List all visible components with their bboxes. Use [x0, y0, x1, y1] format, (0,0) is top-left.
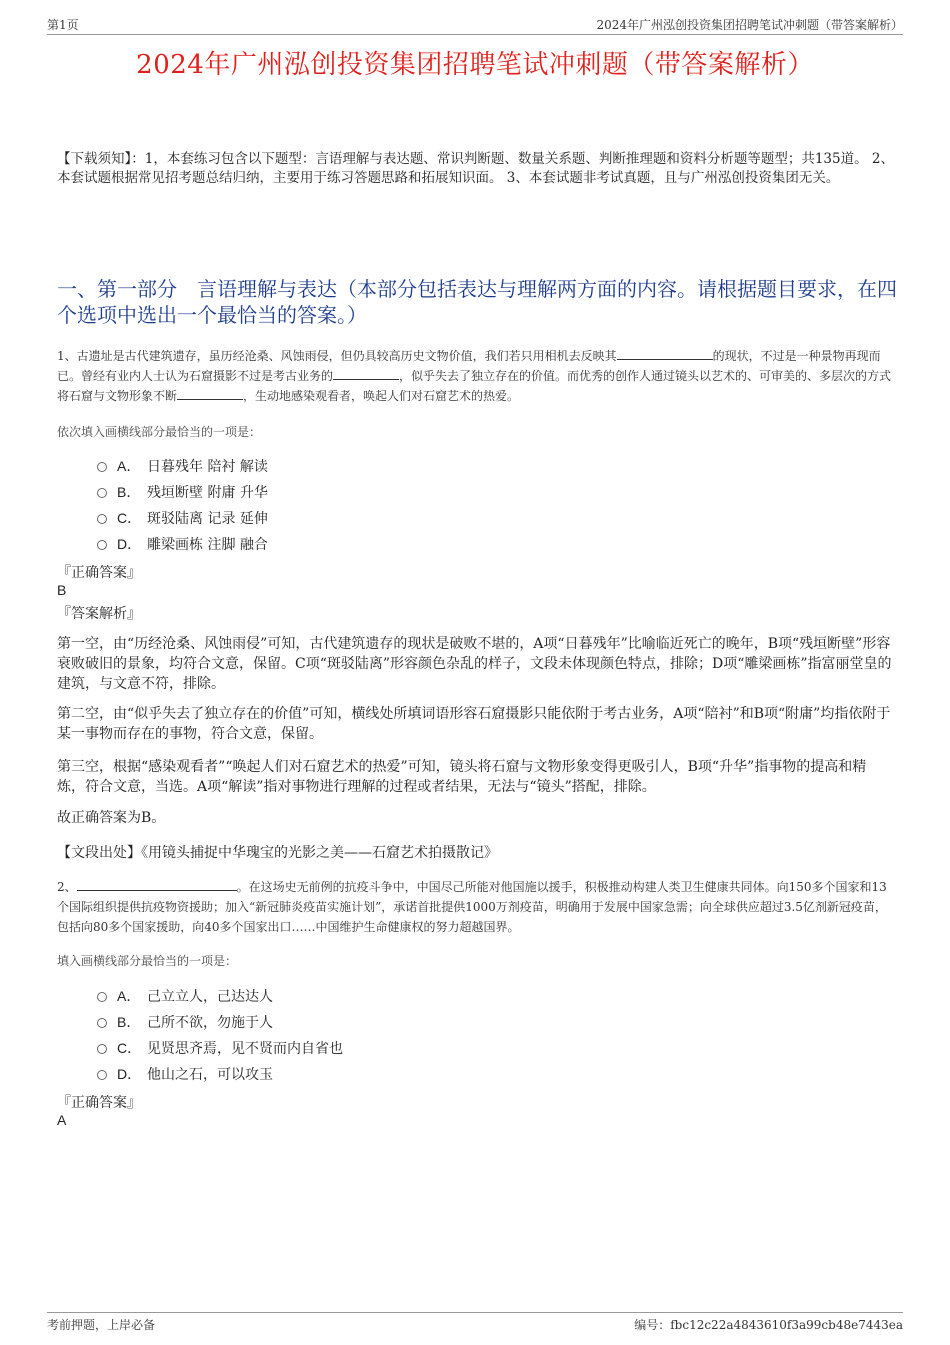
blank-3 — [177, 387, 243, 400]
footer-slogan: 考前押题，上岸必备 — [47, 1318, 156, 1332]
question-2-prompt: 填入画横线部分最恰当的一项是： — [57, 954, 238, 968]
blank-2 — [333, 367, 399, 380]
radio-icon[interactable] — [97, 992, 107, 1002]
option-text: 己立立人，己达达人 — [147, 989, 273, 1005]
q1-analysis-label: 『答案解析』 — [57, 606, 141, 622]
q2-option-d[interactable] — [97, 1064, 273, 1084]
option-text: 见贤思齐焉，见不贤而内自省也 — [147, 1041, 343, 1057]
option-text: 斑驳陆离 记录 延伸 — [147, 511, 268, 527]
download-notice: 【下载须知】：1，本套练习包含以下题型：言语理解与表达题、常识判断题、数量关系题、判断推理题和资料分析题等题型；共135道。 2、本套试题根据常见招考题总结归纳，主要用于练习答题思路和拓展知识面。 3、本套试题非考试真题，且与广州泓创投资集团无关。 — [57, 151, 894, 186]
q2-body: 。在这场史无前例的抗疫斗争中，中国尽己所能对他国施以援手，积极推动构建人类卫生健康共同体。向150多个国家和13个国际组织提供抗疫物资援助；加入“新冠肺炎疫苗实施计划”，承诺首批提供1000万剂疫苗，明确用于发展中国家急需；向全球供应超过3.5亿剂新冠疫苗，包括向80多个国家援助，向40多个国家出口……中国维护生命健康权的努力超越国界。 — [57, 880, 887, 934]
q1-source: 【文段出处】《用镜头捕捉中华瑰宝的光影之美——石窟艺术拍摄散记》 — [57, 845, 498, 861]
radio-icon[interactable] — [97, 1070, 107, 1080]
option-text: 雕梁画栋 注脚 融合 — [147, 537, 268, 553]
page-number: 第1页 — [47, 18, 79, 32]
page-footer — [47, 1312, 903, 1335]
q1-option-d[interactable] — [97, 534, 268, 554]
q1-part4: ，生动地感染观看者，唤起人们对石窟艺术的热爱。 — [243, 389, 520, 403]
option-letter: A． — [117, 458, 141, 474]
section-heading: 一、第一部分 言语理解与表达（本部分包括表达与理解两方面的内容。请根据题目要求，在四个选项中选出一个最恰当的答案。） — [57, 277, 897, 327]
q2-number: 2、 — [57, 880, 77, 894]
page-header — [47, 14, 903, 35]
q1-part1: 1、古遗址是古代建筑遗存，虽历经沧桑、风蚀雨侵，但仍具较高历史文物价值，我们若只用相机去反映其 — [57, 349, 617, 363]
q1-analysis-para-2: 第二空，由“似乎失去了独立存在的价值”可知，横线处所填词语形容石窟摄影只能依附于考古业务，A项“陪衬”和B项“附庸”均指依附于某一事物而存在的事物，符合文意，保留。 — [57, 706, 891, 742]
radio-icon[interactable] — [97, 1044, 107, 1054]
q2-blank — [77, 878, 237, 891]
radio-icon[interactable] — [97, 540, 107, 550]
q1-option-c[interactable] — [97, 508, 268, 528]
option-letter: C． — [117, 510, 142, 526]
radio-icon[interactable] — [97, 488, 107, 498]
option-text: 他山之石，可以攻玉 — [147, 1067, 273, 1083]
q2-option-a[interactable] — [97, 986, 273, 1006]
option-letter: D． — [117, 536, 142, 552]
option-text: 己所不欲，勿施于人 — [147, 1015, 273, 1031]
option-text: 残垣断壁 附庸 升华 — [147, 485, 268, 501]
q2-option-c[interactable] — [97, 1038, 343, 1058]
q1-analysis-para-3: 第三空，根据“感染观看者”“唤起人们对石窟艺术的热爱”可知，镜头将石窟与文物形象变得更吸引人，B项“升华”指事物的提高和精炼，符合文意，当选。A项“解读”指对事物进行理解的过程或者结果，无法与“镜头”搭配，排除。 — [57, 759, 867, 795]
radio-icon[interactable] — [97, 514, 107, 524]
option-letter: A． — [117, 988, 141, 1004]
question-2-text — [57, 877, 897, 937]
q1-option-a[interactable] — [97, 456, 268, 476]
radio-icon[interactable] — [97, 462, 107, 472]
option-letter: B． — [117, 484, 141, 500]
option-letter: D． — [117, 1066, 142, 1082]
option-letter: B． — [117, 1014, 141, 1030]
q2-option-b[interactable] — [97, 1012, 273, 1032]
q1-part3: ，似乎失去了独立存在的价值。而优秀的创作人通过镜头以艺术的、可审美的、多层次的方式将石窟与文物形象不断 — [57, 369, 892, 403]
q1-answer: B — [57, 582, 67, 598]
radio-icon[interactable] — [97, 1018, 107, 1028]
q2-answer: A — [57, 1112, 67, 1128]
q2-answer-label: 『正确答案』 — [57, 1095, 141, 1111]
q1-option-b[interactable] — [97, 482, 268, 502]
option-letter: C． — [117, 1040, 142, 1056]
q1-part2: 的现状，不过是一种景物再现而已。曾经有业内人士认为石窟摄影不过是考古业务的 — [57, 349, 881, 383]
q1-analysis-conclusion: 故正确答案为B。 — [57, 810, 166, 826]
question-1-text — [57, 346, 897, 406]
document-title: 2024年广州泓创投资集团招聘笔试冲刺题（带答案解析） — [136, 50, 814, 80]
header-doc-title: 2024年广州泓创投资集团招聘笔试冲刺题（带答案解析） — [596, 18, 903, 32]
blank-1 — [617, 347, 713, 360]
question-1-prompt: 依次填入画横线部分最恰当的一项是： — [57, 425, 262, 439]
option-text: 日暮残年 陪衬 解读 — [147, 459, 268, 475]
footer-doc-id: 编号：fbc12c22a4843610f3a99cb48e7443ea — [634, 1318, 903, 1332]
q1-analysis-para-1: 第一空，由“历经沧桑、风蚀雨侵”可知，古代建筑遗存的现状是破败不堪的，A项“日暮残年”比喻临近死亡的晚年，B项“残垣断壁”形容衰败破旧的景象，均符合文意，保留。C项“斑驳陆离”形容颜色杂乱的样子，文段未体现颜色特点，排除；D项“雕梁画栋”指富丽堂皇的建筑，与文意不符，排除。 — [57, 636, 892, 692]
q1-answer-label: 『正确答案』 — [57, 565, 141, 581]
